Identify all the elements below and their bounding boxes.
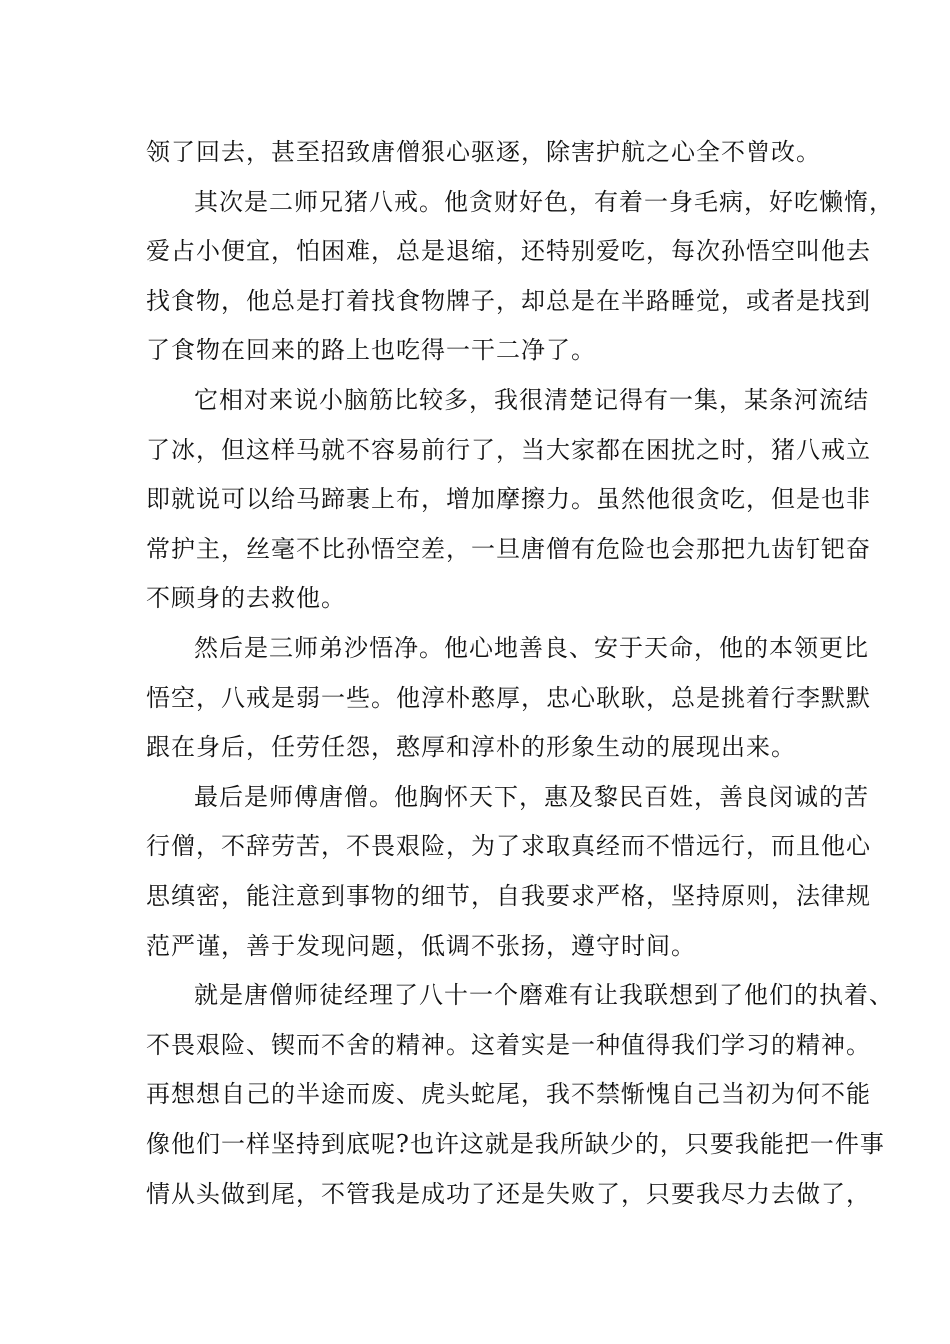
text-line: 再想想自己的半途而废、虎头蛇尾，我不禁惭愧自己当初为何不能	[146, 1080, 871, 1108]
paragraph-start-line: 然后是三师弟沙悟净。他心地善良、安于天命，他的本领更比	[194, 634, 869, 662]
text-line: 爱占小便宜，怕困难，总是退缩，还特别爱吃，每次孙悟空叫他去	[146, 237, 871, 265]
text-line: 领了回去，甚至招致唐僧狠心驱逐，除害护航之心全不曾改。	[146, 138, 821, 166]
text-line: 像他们一样坚持到底呢?也许这就是我所缺少的，只要我能把一件事	[146, 1130, 885, 1158]
text-line: 情从头做到尾，不管我是成功了还是失败了，只要我尽力去做了，	[146, 1180, 871, 1208]
paragraph-start-line: 就是唐僧师徒经理了八十一个磨难有让我联想到了他们的执着、	[194, 981, 894, 1009]
text-line: 常护主，丝毫不比孙悟空差，一旦唐僧有危险也会那把九齿钉钯奋	[146, 535, 871, 563]
text-line: 范严谨，善于发现问题，低调不张扬，遵守时间。	[146, 932, 696, 960]
text-line: 了冰，但这样马就不容易前行了，当大家都在困扰之时，猪八戒立	[146, 436, 871, 464]
text-line: 即就说可以给马蹄裹上布，增加摩擦力。虽然他很贪吃，但是也非	[146, 485, 871, 513]
text-line: 找食物，他总是打着找食物牌子，却总是在半路睡觉，或者是找到	[146, 287, 871, 315]
paragraph-start-line: 它相对来说小脑筋比较多，我很清楚记得有一集，某条河流结	[194, 386, 869, 414]
text-line: 不顾身的去救他。	[146, 584, 346, 612]
paragraph-start-line: 最后是师傅唐僧。他胸怀天下，惠及黎民百姓，善良闵诚的苦	[194, 783, 869, 811]
text-line: 思缜密，能注意到事物的细节，自我要求严格，坚持原则，法律规	[146, 882, 871, 910]
text-line: 了食物在回来的路上也吃得一干二净了。	[146, 336, 596, 364]
text-line: 悟空，八戒是弱一些。他淳朴憨厚，忠心耿耿，总是挑着行李默默	[146, 684, 871, 712]
text-line: 不畏艰险、锲而不舍的精神。这着实是一种值得我们学习的精神。	[146, 1031, 871, 1059]
text-line: 跟在身后，任劳任怨，憨厚和淳朴的形象生动的展现出来。	[146, 733, 796, 761]
paragraph-start-line: 其次是二师兄猪八戒。他贪财好色，有着一身毛病，好吃懒惰，	[194, 188, 894, 216]
text-line: 行僧，不辞劳苦，不畏艰险，为了求取真经而不惜远行，而且他心	[146, 832, 871, 860]
